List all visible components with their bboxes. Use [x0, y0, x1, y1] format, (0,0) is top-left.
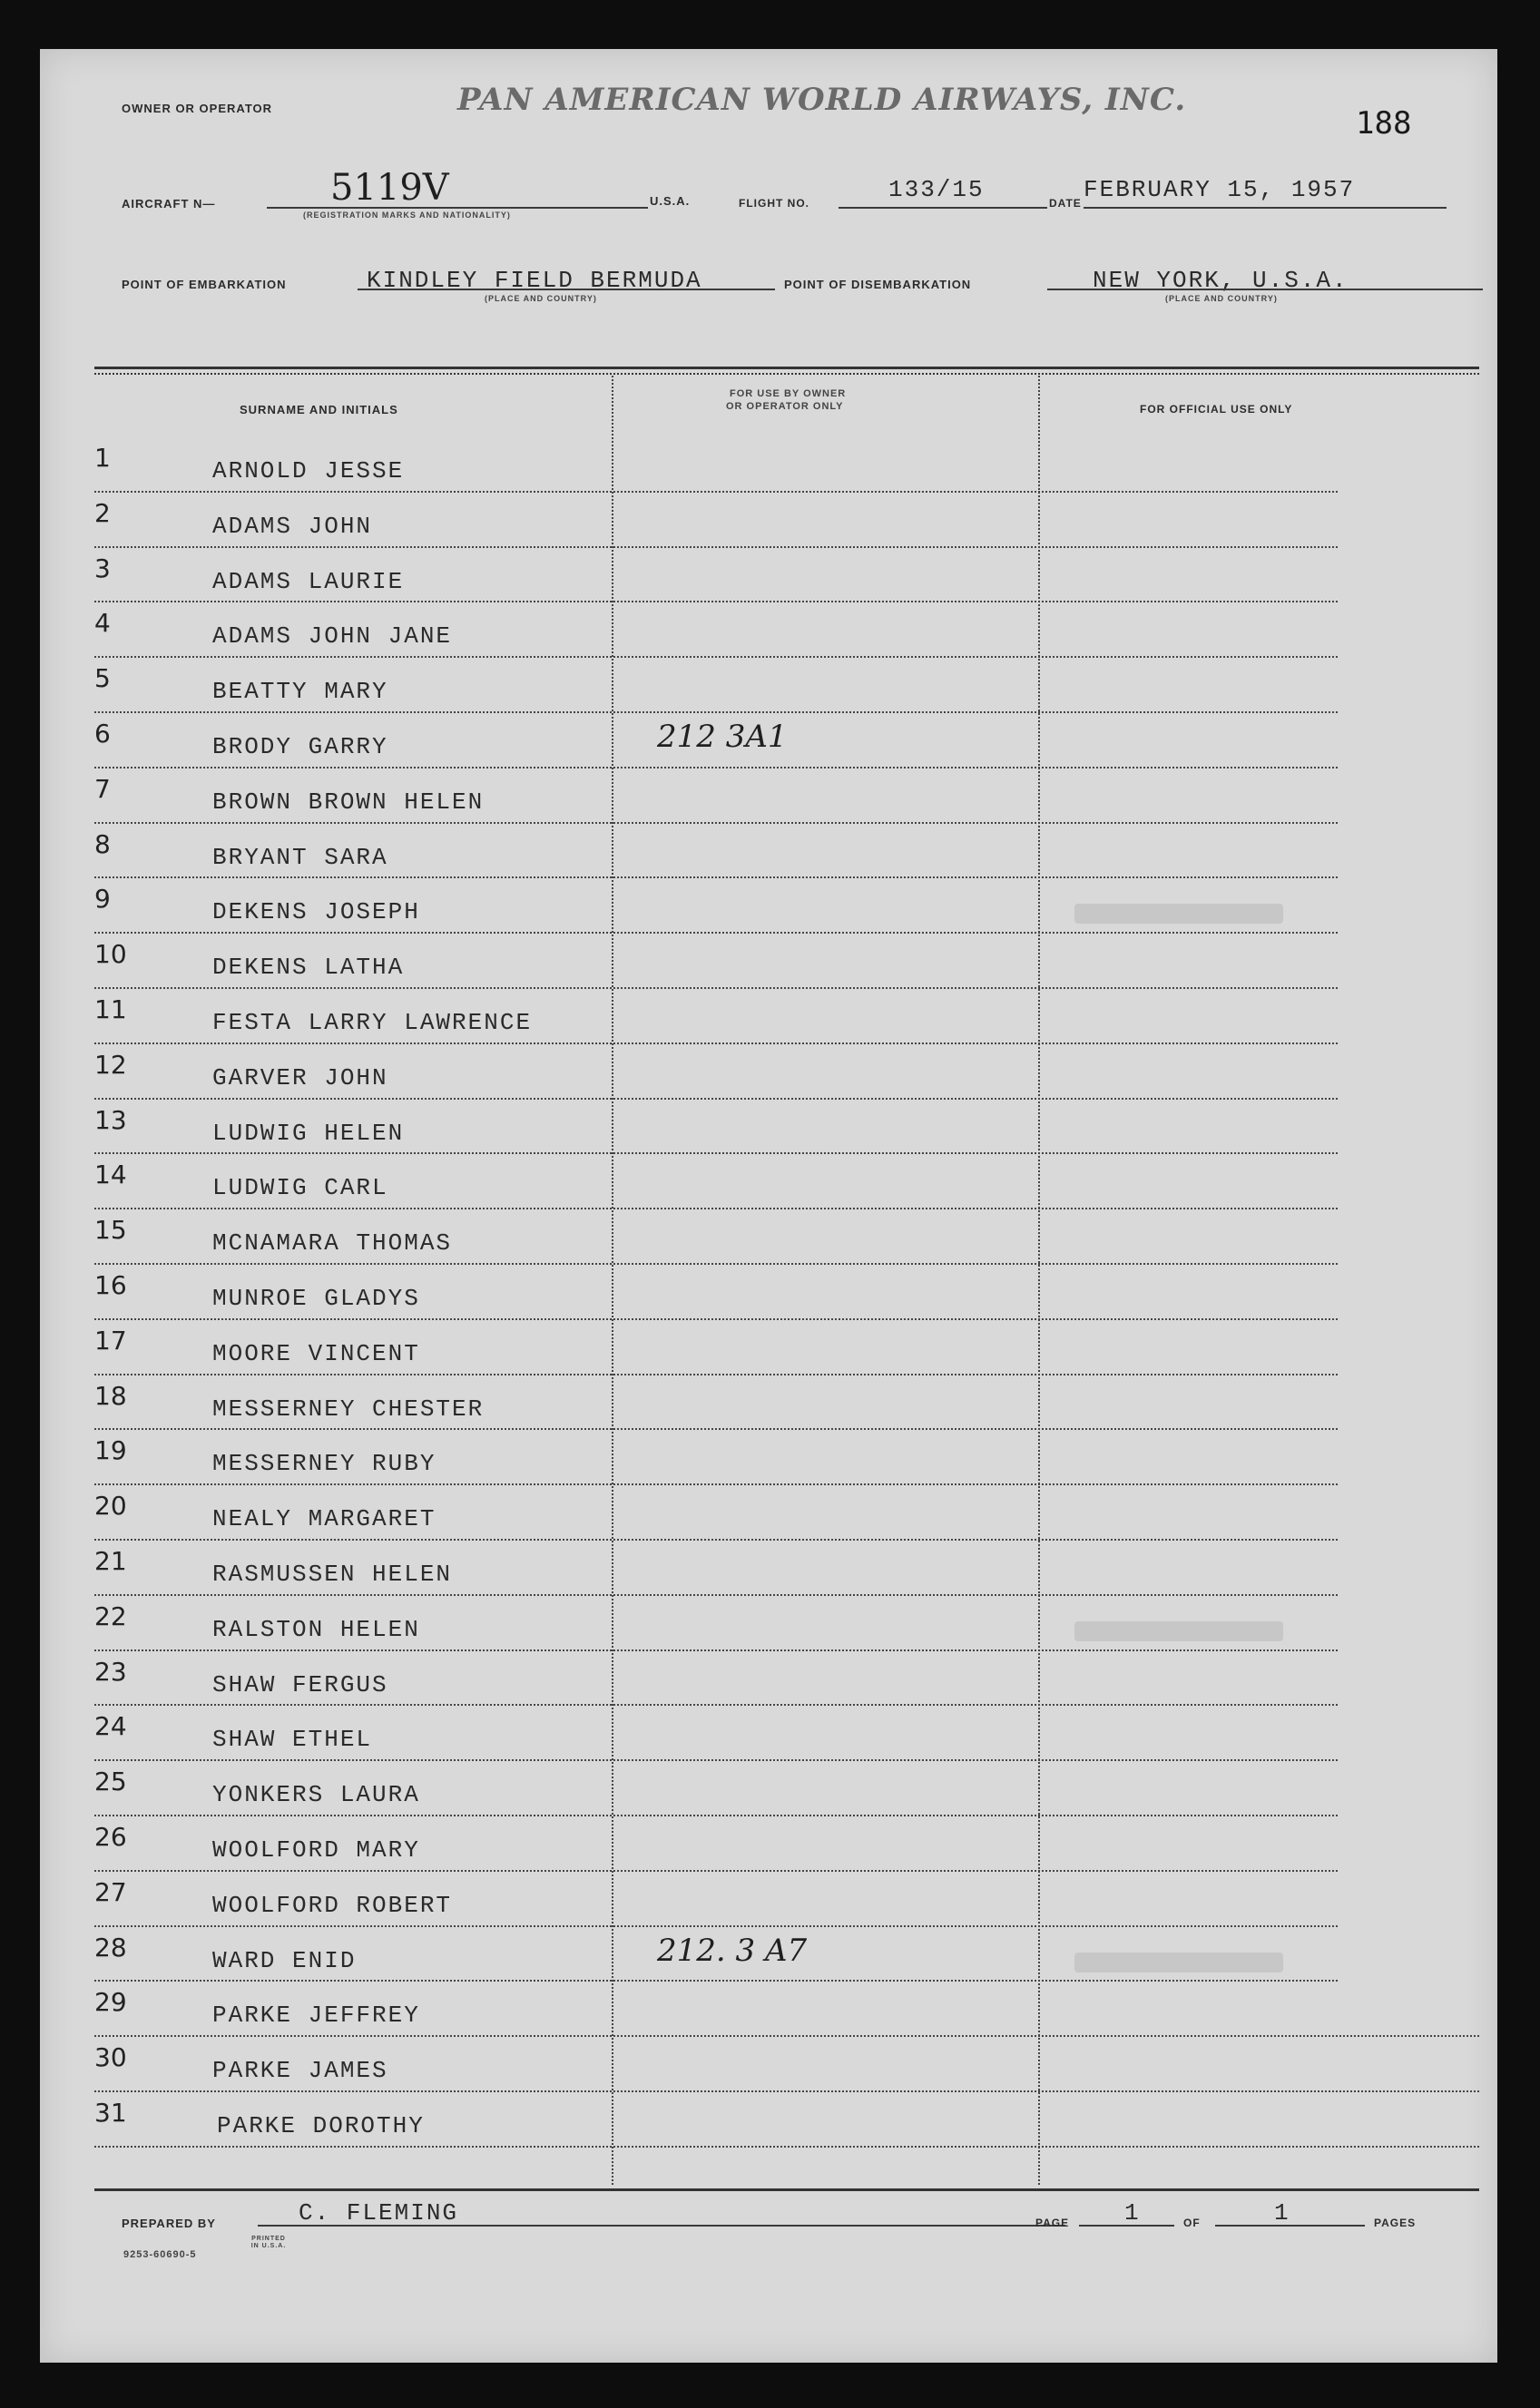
row-number: 25 [94, 1767, 127, 1797]
passenger-name: BEATTY MARY [212, 678, 388, 706]
row-rule [94, 601, 1338, 602]
flight-label: FLIGHT NO. [739, 197, 809, 210]
passenger-name: LUDWIG CARL [212, 1174, 388, 1202]
passenger-name: BRODY GARRY [212, 733, 388, 760]
page-number: 188 [1356, 105, 1412, 142]
official-mark [1074, 1621, 1283, 1641]
page-value: 1 [1124, 2199, 1141, 2227]
passenger-name: BRYANT SARA [212, 843, 388, 871]
of-value: 1 [1274, 2199, 1290, 2227]
row-number: 12 [94, 1049, 127, 1080]
official-mark [1074, 1953, 1283, 1972]
row-number: 4 [94, 608, 111, 639]
passenger-name: WOOLFORD ROBERT [212, 1891, 453, 1919]
row-rule [94, 1098, 1338, 1100]
passenger-name: ADAMS JOHN JANE [212, 622, 453, 651]
row-rule [94, 1428, 1338, 1430]
passenger-name: PARKE JAMES [212, 2057, 388, 2085]
passenger-name: GARVER JOHN [212, 1063, 388, 1091]
manifest-page [40, 49, 1497, 2363]
passenger-name: DEKENS JOSEPH [212, 898, 420, 926]
prepared-value: C. FLEMING [299, 2199, 459, 2227]
row-rule [94, 1759, 1338, 1761]
date-value: FEBRUARY 15, 1957 [1084, 176, 1356, 203]
row-number: 7 [94, 773, 111, 804]
col-owner-header-1: FOR USE BY OWNER [730, 388, 847, 399]
row-number: 26 [94, 1822, 127, 1852]
row-number: 15 [94, 1215, 127, 1246]
row-rule [94, 1152, 1338, 1154]
disembark-value: NEW YORK, U.S.A. [1093, 267, 1349, 294]
aircraft-value: 5119V [330, 167, 449, 209]
row-rule [94, 1208, 1338, 1209]
of-label: OF [1183, 2217, 1201, 2229]
passenger-name: ADAMS JOHN [212, 512, 373, 540]
row-rule [94, 822, 1338, 824]
row-rule [94, 2090, 1479, 2092]
passenger-name: NEALY MARGARET [212, 1505, 436, 1533]
embark-value: KINDLEY FIELD BERMUDA [367, 267, 702, 294]
row-rule [94, 987, 1338, 989]
official-mark [1074, 904, 1283, 924]
passenger-name: RASMUSSEN HELEN [212, 1561, 453, 1588]
row-rule [94, 491, 1338, 493]
aircraft-label: AIRCRAFT N— [122, 197, 216, 210]
printed-stamp: PRINTED IN U.S.A. [250, 2236, 287, 2249]
passenger-name: BROWN BROWN HELEN [212, 788, 485, 816]
embark-label: POINT OF EMBARKATION [122, 278, 287, 291]
row-number: 8 [94, 828, 111, 859]
passenger-name: DEKENS LATHA [212, 954, 405, 982]
row-number: 31 [94, 2098, 127, 2128]
row-rule [94, 1594, 1338, 1596]
row-rule [94, 656, 1338, 658]
row-number: 29 [94, 1987, 127, 2018]
col-owner-header-2: OR OPERATOR ONLY [726, 401, 844, 412]
col-official-header: FOR OFFICIAL USE ONLY [1140, 403, 1293, 416]
row-number: 11 [94, 994, 127, 1024]
embark-sublabel: (PLACE AND COUNTRY) [485, 294, 597, 303]
aircraft-sublabel: (REGISTRATION MARKS AND NATIONALITY) [303, 210, 511, 220]
row-number: 14 [94, 1160, 127, 1190]
passenger-name: MESSERNEY CHESTER [212, 1395, 485, 1423]
row-rule [94, 1483, 1338, 1485]
owner-value: PAN AMERICAN WORLD AIRWAYS, INC. [457, 82, 1187, 118]
passenger-name: WOOLFORD MARY [212, 1836, 420, 1864]
passenger-name: FESTA LARRY LAWRENCE [212, 1009, 533, 1036]
row-number: 21 [94, 1546, 127, 1576]
row-number: 10 [94, 939, 127, 970]
row-number: 3 [94, 553, 111, 583]
row-number: 1 [94, 443, 111, 473]
row-number: 30 [94, 2042, 127, 2073]
row-number: 5 [94, 663, 111, 694]
row-rule [94, 1980, 1338, 1982]
row-number: 16 [94, 1270, 127, 1300]
passenger-name: RALSTON HELEN [212, 1615, 420, 1643]
date-label: DATE [1049, 197, 1082, 210]
passenger-name: YONKERS LAURA [212, 1781, 420, 1809]
passenger-name: ARNOLD JESSE [212, 457, 405, 485]
passenger-name: WARD ENID [212, 1946, 357, 1974]
disembark-label: POINT OF DISEMBARKATION [784, 278, 972, 291]
row-number: 19 [94, 1435, 127, 1466]
form-code: 9253-60690-5 [123, 2249, 197, 2260]
row-number: 17 [94, 1325, 127, 1356]
row-number: 23 [94, 1656, 127, 1687]
page-label: PAGE [1035, 2217, 1070, 2229]
passenger-name: PARKE DOROTHY [217, 2112, 425, 2139]
row-rule [94, 1042, 1338, 1044]
passenger-name: SHAW ETHEL [212, 1726, 373, 1754]
passenger-name: PARKE JEFFREY [212, 2002, 420, 2030]
row-rule [94, 876, 1338, 878]
col-surname-header: SURNAME AND INITIALS [240, 403, 398, 416]
owner-notation: 212 3A1 [657, 719, 788, 755]
row-number: 28 [94, 1932, 127, 1963]
passenger-name: LUDWIG HELEN [212, 1119, 405, 1147]
row-rule [94, 932, 1338, 934]
row-rule [94, 1649, 1338, 1651]
passenger-name: MESSERNEY RUBY [212, 1450, 436, 1478]
row-number: 13 [94, 1104, 127, 1135]
row-rule [94, 711, 1338, 713]
row-rule [94, 767, 1338, 768]
row-rule [94, 1815, 1338, 1816]
owner-notation: 212. 3 A7 [657, 1932, 808, 1969]
row-number: 20 [94, 1491, 127, 1522]
row-rule [94, 546, 1338, 548]
passenger-name: MUNROE GLADYS [212, 1285, 420, 1312]
owner-label: OWNER OR OPERATOR [122, 102, 273, 115]
row-rule [94, 1925, 1338, 1927]
row-rule [94, 1539, 1338, 1541]
row-number: 27 [94, 1876, 127, 1907]
passenger-name: MCNAMARA THOMAS [212, 1229, 453, 1258]
row-rule [94, 2035, 1479, 2037]
row-rule [94, 1318, 1338, 1320]
row-number: 9 [94, 884, 111, 915]
pages-label: PAGES [1374, 2217, 1417, 2229]
row-number: 2 [94, 497, 111, 528]
row-rule [94, 2146, 1479, 2148]
row-rule [94, 1704, 1338, 1706]
prepared-label: PREPARED BY [122, 2217, 216, 2230]
passenger-name: MOORE VINCENT [212, 1339, 420, 1367]
passenger-name: SHAW FERGUS [212, 1670, 388, 1698]
row-rule [94, 1374, 1338, 1375]
row-number: 24 [94, 1711, 127, 1742]
disembark-sublabel: (PLACE AND COUNTRY) [1165, 294, 1278, 303]
row-rule [94, 1263, 1338, 1265]
row-number: 22 [94, 1600, 127, 1631]
usa-label: U.S.A. [650, 194, 691, 208]
passenger-name: ADAMS LAURIE [212, 567, 405, 595]
row-number: 6 [94, 719, 111, 749]
flight-value: 133/15 [888, 176, 985, 203]
row-rule [94, 1870, 1338, 1872]
row-number: 18 [94, 1380, 127, 1411]
